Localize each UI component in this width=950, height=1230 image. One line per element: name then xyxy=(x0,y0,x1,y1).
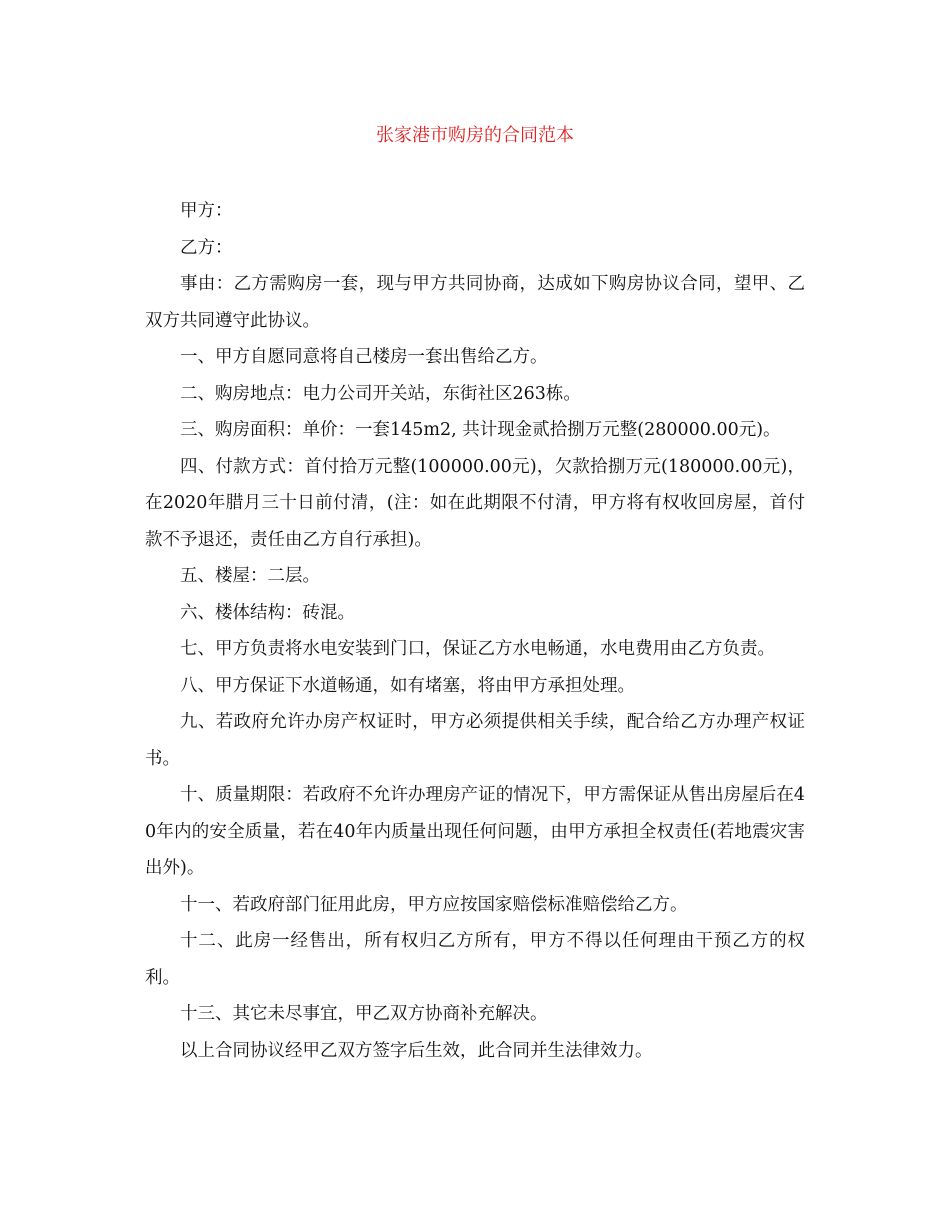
clause-2: 二、购房地点：电力公司开关站，东街社区263栋。 xyxy=(180,383,581,404)
clause-13: 十三、其它未尽事宜，甲乙双方协商补充解决。 xyxy=(180,1004,548,1024)
document-body xyxy=(145,193,805,1069)
clause-12: 十二、此房一经售出，所有权归乙方所有，甲方不得以任何理由干预乙方的权利。 xyxy=(145,931,805,988)
clause-6: 六、楼体结构：砖混。 xyxy=(180,602,355,623)
document-title: 张家港市购房的合同范本 xyxy=(376,125,574,146)
clause-5: 五、楼屋：二层。 xyxy=(180,566,320,586)
clause-8: 八、甲方保证下水道畅通，如有堵塞，将由甲方承担处理。 xyxy=(180,675,635,696)
clause-3: 三、购房面积：单价：一套145m2, 共计现金贰拾捌万元整(280000.00元)。 xyxy=(180,420,781,440)
closing-paragraph: 以上合同协议经甲乙双方签字后生效，此合同并生法律效力。 xyxy=(180,1040,653,1061)
party-b-line: 乙方： xyxy=(180,237,233,258)
clause-9: 九、若政府允许办房产权证时，甲方必须提供相关手续，配合给乙方办理产权证书。 xyxy=(145,712,805,769)
clause-10: 十、质量期限：若政府不允许办理房产证的情况下，甲方需保证从售出房屋后在40年内的安全质量，若在40年内质量出现任何问题，由甲方承担全权责任(若地震灾害出外)。 xyxy=(145,785,805,878)
clause-4: 四、付款方式：首付拾万元整(100000.00元)，欠款拾捌万元(180000.00元)，在2020年腊月三十日前付清，(注：如在此期限不付清，甲方将有权收回房屋，首付款不予退还，责任由乙方自行承担)。 xyxy=(145,456,805,550)
clause-1: 一、甲方自愿同意将自己楼房一套出售给乙方。 xyxy=(180,347,548,367)
reason-paragraph: 事由：乙方需购房一套，现与甲方共同协商，达成如下购房协议合同，望甲、乙双方共同遵守此协议。 xyxy=(145,274,805,331)
clause-11: 十一、若政府部门征用此房，甲方应按国家赔偿标准赔偿给乙方。 xyxy=(180,894,688,915)
party-a-line: 甲方： xyxy=(180,201,233,221)
clause-7: 七、甲方负责将水电安装到门口，保证乙方水电畅通，水电费用由乙方负责。 xyxy=(180,639,775,659)
